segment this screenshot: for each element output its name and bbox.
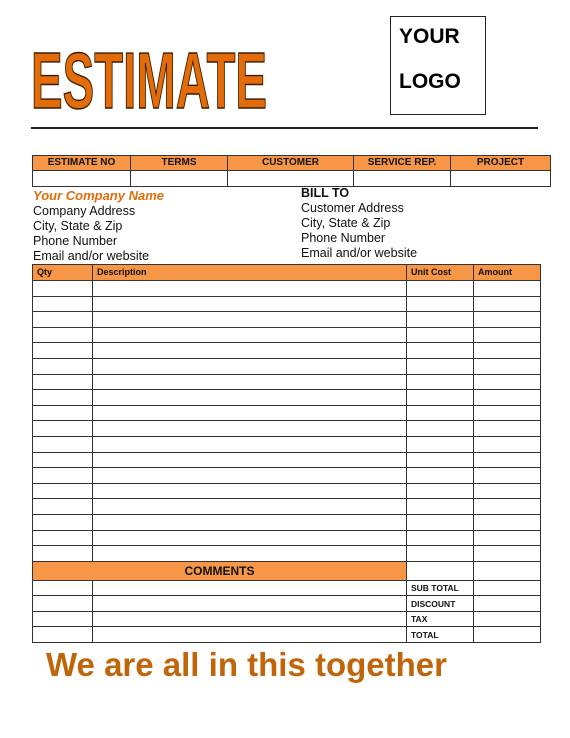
- estimate-no-cell[interactable]: [33, 171, 131, 187]
- unit-cost-cell[interactable]: [407, 499, 474, 515]
- unit-cost-cell[interactable]: [407, 358, 474, 374]
- line-item-row: [33, 374, 541, 390]
- amount-cell[interactable]: [474, 327, 541, 343]
- company-name: Your Company Name: [33, 188, 164, 203]
- unit-cost-cell[interactable]: [407, 296, 474, 312]
- qty-cell[interactable]: [33, 468, 93, 484]
- description-cell[interactable]: [93, 499, 407, 515]
- line-item-row: [33, 358, 541, 374]
- tax-value[interactable]: [474, 611, 541, 627]
- line-item-row: [33, 452, 541, 468]
- qty-cell[interactable]: [33, 499, 93, 515]
- line-item-row: [33, 390, 541, 406]
- customer-address: Customer Address: [301, 201, 404, 215]
- line-item-row: [33, 530, 541, 546]
- header-estimate-no: ESTIMATE NO: [33, 156, 131, 171]
- comment-text-cell[interactable]: [93, 580, 407, 596]
- qty-cell[interactable]: [33, 358, 93, 374]
- line-item-row: [33, 514, 541, 530]
- description-cell[interactable]: [93, 483, 407, 499]
- slogan: We are all in this together: [46, 646, 447, 683]
- header-terms: TERMS: [131, 156, 228, 171]
- customer-phone: Phone Number: [301, 231, 386, 245]
- qty-cell[interactable]: [33, 327, 93, 343]
- unit-cost-cell[interactable]: [407, 327, 474, 343]
- amount-cell[interactable]: [474, 499, 541, 515]
- project-cell[interactable]: [451, 171, 551, 187]
- line-item-row: [33, 343, 541, 359]
- company-info: [33, 188, 283, 264]
- unit-cost-cell[interactable]: [407, 374, 474, 390]
- unit-cost-cell[interactable]: [407, 436, 474, 452]
- subtotal-value[interactable]: [474, 580, 541, 596]
- comment-text-cell[interactable]: [93, 611, 407, 627]
- line-item-row: [33, 468, 541, 484]
- qty-cell[interactable]: [33, 390, 93, 406]
- description-cell[interactable]: [93, 358, 407, 374]
- unit-cost-cell[interactable]: [407, 312, 474, 328]
- discount-value[interactable]: [474, 596, 541, 612]
- header-divider: [31, 127, 538, 129]
- unit-cost-cell[interactable]: [407, 421, 474, 437]
- company-city: City, State & Zip: [33, 219, 123, 233]
- unit-cost-cell[interactable]: [407, 514, 474, 530]
- description-cell[interactable]: [93, 327, 407, 343]
- line-item-row: [33, 281, 541, 297]
- qty-cell[interactable]: [33, 312, 93, 328]
- qty-cell[interactable]: [33, 374, 93, 390]
- line-item-row: [33, 483, 541, 499]
- header-unit-cost: Unit Cost: [407, 265, 474, 281]
- qty-cell[interactable]: [33, 343, 93, 359]
- unit-cost-cell[interactable]: [407, 468, 474, 484]
- description-cell[interactable]: [93, 296, 407, 312]
- amount-cell[interactable]: [474, 452, 541, 468]
- header-qty: Qty: [33, 265, 93, 281]
- qty-cell[interactable]: [33, 405, 93, 421]
- line-item-row: [33, 296, 541, 312]
- terms-cell[interactable]: [131, 171, 228, 187]
- comment-text-cell[interactable]: [93, 627, 407, 643]
- line-item-row: [33, 499, 541, 515]
- amount-cell[interactable]: [474, 514, 541, 530]
- header-amount: Amount: [474, 265, 541, 281]
- discount-label: DISCOUNT: [407, 596, 474, 612]
- qty-cell[interactable]: [33, 514, 93, 530]
- header-service-rep: SERVICE REP.: [354, 156, 451, 171]
- line-item-row: [33, 546, 541, 562]
- description-cell[interactable]: [93, 436, 407, 452]
- customer-cell[interactable]: [228, 171, 354, 187]
- comments-label: COMMENTS: [33, 561, 407, 580]
- line-item-row: [33, 312, 541, 328]
- unit-cost-cell[interactable]: [407, 405, 474, 421]
- description-cell[interactable]: [93, 546, 407, 562]
- summary-row-tax: [33, 611, 541, 627]
- company-web: Email and/or website: [33, 249, 150, 263]
- total-label: TOTAL: [407, 627, 474, 643]
- description-cell[interactable]: [93, 421, 407, 437]
- comment-cell[interactable]: [33, 611, 93, 627]
- amount-cell[interactable]: [474, 343, 541, 359]
- amount-cell[interactable]: [474, 546, 541, 562]
- description-cell[interactable]: [93, 405, 407, 421]
- line-item-row: [33, 405, 541, 421]
- comments-blank-cell: [407, 561, 474, 580]
- qty-cell[interactable]: [33, 296, 93, 312]
- unit-cost-cell[interactable]: [407, 281, 474, 297]
- amount-cell[interactable]: [474, 296, 541, 312]
- amount-cell[interactable]: [474, 390, 541, 406]
- total-value[interactable]: [474, 627, 541, 643]
- estimate-info-table: [32, 155, 551, 187]
- comment-cell[interactable]: [33, 580, 93, 596]
- description-cell[interactable]: [93, 281, 407, 297]
- description-cell[interactable]: [93, 312, 407, 328]
- customer-web: Email and/or website: [301, 246, 418, 260]
- logo-placeholder: [390, 16, 486, 115]
- summary-row-total: [33, 627, 541, 643]
- header-description: Description: [93, 265, 407, 281]
- description-cell[interactable]: [93, 452, 407, 468]
- description-cell[interactable]: [93, 374, 407, 390]
- estimate-title-text: ESTIMATE: [31, 36, 267, 114]
- info-header-row: [33, 156, 551, 171]
- line-item-row: [33, 327, 541, 343]
- unit-cost-cell[interactable]: [407, 452, 474, 468]
- unit-cost-cell[interactable]: [407, 483, 474, 499]
- description-cell[interactable]: [93, 530, 407, 546]
- comment-cell[interactable]: [33, 627, 93, 643]
- description-cell[interactable]: [93, 343, 407, 359]
- amount-cell[interactable]: [474, 468, 541, 484]
- qty-cell[interactable]: [33, 546, 93, 562]
- company-phone: Phone Number: [33, 234, 118, 248]
- line-items-table: [32, 264, 541, 643]
- service-rep-cell[interactable]: [354, 171, 451, 187]
- amount-cell[interactable]: [474, 312, 541, 328]
- company-address: Company Address: [33, 204, 136, 218]
- estimate-title: [31, 24, 271, 114]
- logo-line-1: YOUR: [399, 25, 460, 48]
- qty-cell[interactable]: [33, 436, 93, 452]
- unit-cost-cell[interactable]: [407, 530, 474, 546]
- header-project: PROJECT: [451, 156, 551, 171]
- amount-cell[interactable]: [474, 436, 541, 452]
- comment-text-cell[interactable]: [93, 596, 407, 612]
- amount-cell[interactable]: [474, 358, 541, 374]
- customer-city: City, State & Zip: [301, 216, 391, 230]
- amount-cell[interactable]: [474, 421, 541, 437]
- unit-cost-cell[interactable]: [407, 390, 474, 406]
- amount-cell[interactable]: [474, 281, 541, 297]
- amount-cell[interactable]: [474, 483, 541, 499]
- description-cell[interactable]: [93, 468, 407, 484]
- subtotal-label: SUB TOTAL: [407, 580, 474, 596]
- info-value-row: [33, 171, 551, 187]
- amount-cell[interactable]: [474, 405, 541, 421]
- qty-cell[interactable]: [33, 483, 93, 499]
- comment-cell[interactable]: [33, 596, 93, 612]
- description-cell[interactable]: [93, 390, 407, 406]
- summary-row-discount: [33, 596, 541, 612]
- summary-row-subtotal: [33, 580, 541, 596]
- line-item-row: [33, 421, 541, 437]
- qty-cell[interactable]: [33, 281, 93, 297]
- header-customer: CUSTOMER: [228, 156, 354, 171]
- tax-label: TAX: [407, 611, 474, 627]
- amount-cell[interactable]: [474, 374, 541, 390]
- logo-line-2: LOGO: [399, 70, 461, 93]
- description-cell[interactable]: [93, 514, 407, 530]
- comments-blank-amount: [474, 561, 541, 580]
- unit-cost-cell[interactable]: [407, 546, 474, 562]
- unit-cost-cell[interactable]: [407, 343, 474, 359]
- amount-cell[interactable]: [474, 530, 541, 546]
- qty-cell[interactable]: [33, 530, 93, 546]
- bill-to-info: [301, 186, 541, 261]
- items-header-row: [33, 265, 541, 281]
- comments-row: [33, 561, 541, 580]
- bill-to-heading: BILL TO: [301, 186, 350, 200]
- line-item-row: [33, 436, 541, 452]
- qty-cell[interactable]: [33, 421, 93, 437]
- qty-cell[interactable]: [33, 452, 93, 468]
